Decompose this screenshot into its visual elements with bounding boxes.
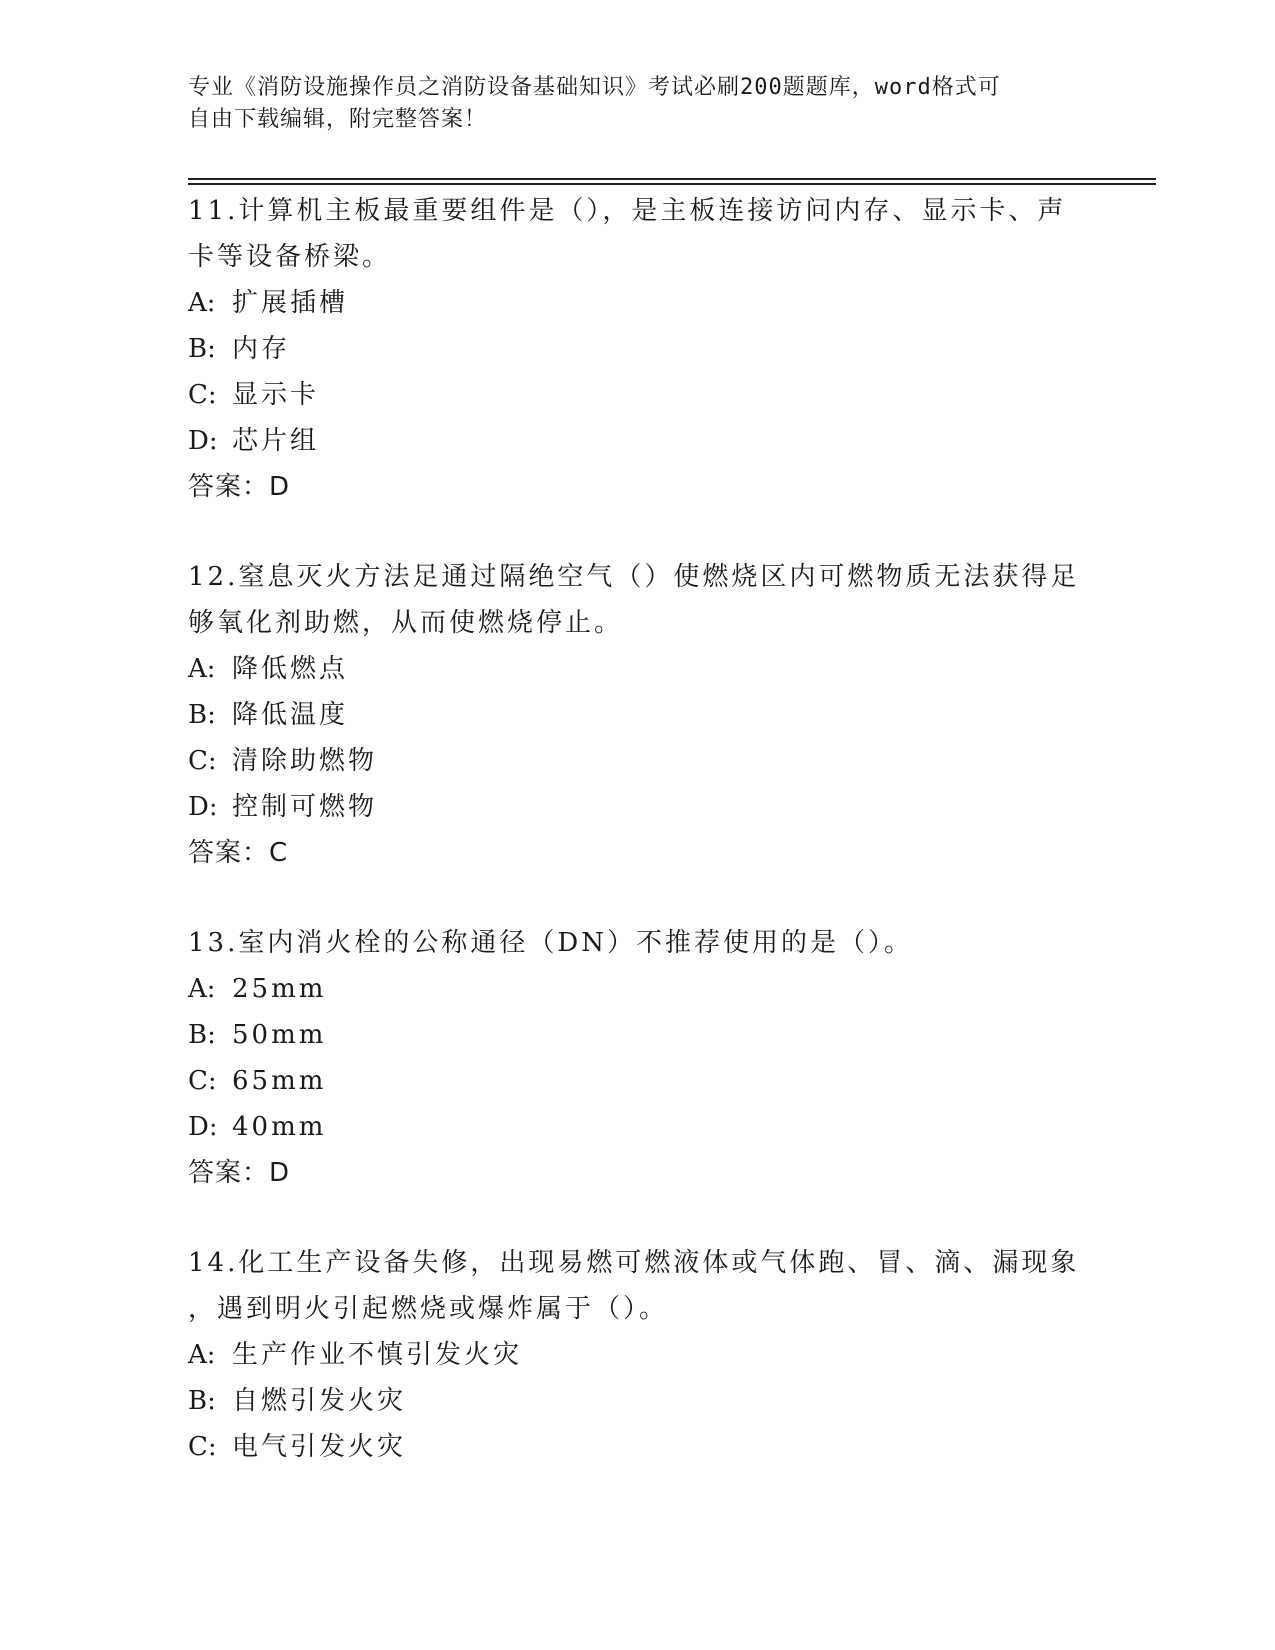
answer-line: 答案：C <box>188 838 289 868</box>
option-b <box>188 1012 1088 1058</box>
option-label: C: <box>188 380 217 410</box>
option-label: B: <box>188 1386 216 1416</box>
option-text: 内存 <box>232 334 291 364</box>
option-text: 显示卡 <box>232 380 320 410</box>
header-line-2: 自由下载编辑，附完整答案！ <box>188 107 488 132</box>
option-text: 芯片组 <box>232 426 320 456</box>
option-a <box>188 966 1088 1012</box>
option-label: C: <box>188 1432 217 1462</box>
document-header <box>188 72 1068 136</box>
question-stem <box>188 188 1088 280</box>
stem-line: 卡等设备桥梁。 <box>188 242 392 272</box>
option-text: 控制可燃物 <box>232 792 378 822</box>
option-label: A: <box>188 288 216 318</box>
option-label: A: <box>188 654 216 684</box>
question-11 <box>188 188 1088 510</box>
stem-line: 11.计算机主板最重要组件是（），是主板连接访问内存、显示卡、声 <box>188 196 1067 226</box>
option-label: C: <box>188 746 217 776</box>
option-text: 50mm <box>232 1020 327 1050</box>
option-text: 40mm <box>232 1112 327 1142</box>
option-label: A: <box>188 1340 216 1370</box>
header-line-1: 专业《消防设施操作员之消防设备基础知识》考试必刷200题题库，word格式可 <box>188 75 1001 100</box>
option-text: 降低温度 <box>232 700 349 730</box>
stem-line: 够氧化剂助燃，从而使燃烧停止。 <box>188 608 624 638</box>
question-12 <box>188 554 1088 876</box>
question-stem <box>188 920 1088 966</box>
stem-line: ，遇到明火引起燃烧或爆炸属于（）。 <box>188 1294 669 1324</box>
option-label: C: <box>188 1066 217 1096</box>
option-text: 25mm <box>232 974 327 1004</box>
option-label: B: <box>188 1020 216 1050</box>
option-c <box>188 738 1088 784</box>
question-14 <box>188 1240 1088 1470</box>
option-d <box>188 784 1088 830</box>
question-13 <box>188 920 1088 1196</box>
option-a <box>188 646 1088 692</box>
option-text: 自燃引发火灾 <box>232 1386 407 1416</box>
stem-line: 13.室内消火栓的公称通径（DN）不推荐使用的是（）。 <box>188 928 913 958</box>
option-label: B: <box>188 334 216 364</box>
option-a <box>188 1332 1088 1378</box>
answer-line: 答案：D <box>188 1158 291 1188</box>
option-c <box>188 372 1088 418</box>
option-d <box>188 418 1088 464</box>
option-b <box>188 326 1088 372</box>
answer-line: 答案：D <box>188 472 291 502</box>
option-label: D: <box>188 426 218 456</box>
option-text: 生产作业不慎引发火灾 <box>232 1340 523 1370</box>
option-text: 清除助燃物 <box>232 746 378 776</box>
option-label: B: <box>188 700 216 730</box>
header-divider-bottom <box>188 183 1156 185</box>
option-text: 电气引发火灾 <box>232 1432 407 1462</box>
option-text: 扩展插槽 <box>232 288 349 318</box>
option-text: 65mm <box>232 1066 327 1096</box>
option-b <box>188 692 1088 738</box>
option-label: A: <box>188 974 216 1004</box>
option-a <box>188 280 1088 326</box>
option-label: D: <box>188 792 218 822</box>
stem-line: 12.窒息灭火方法足通过隔绝空气（）使燃烧区内可燃物质无法获得足 <box>188 562 1080 592</box>
question-stem <box>188 1240 1088 1332</box>
option-label: D: <box>188 1112 218 1142</box>
option-d <box>188 1104 1088 1150</box>
header-divider-top <box>188 178 1156 180</box>
option-c <box>188 1424 1088 1470</box>
question-stem <box>188 554 1088 646</box>
option-c <box>188 1058 1088 1104</box>
stem-line: 14.化工生产设备失修，出现易燃可燃液体或气体跑、冒、滴、漏现象 <box>188 1248 1080 1278</box>
option-b <box>188 1378 1088 1424</box>
option-text: 降低燃点 <box>232 654 349 684</box>
